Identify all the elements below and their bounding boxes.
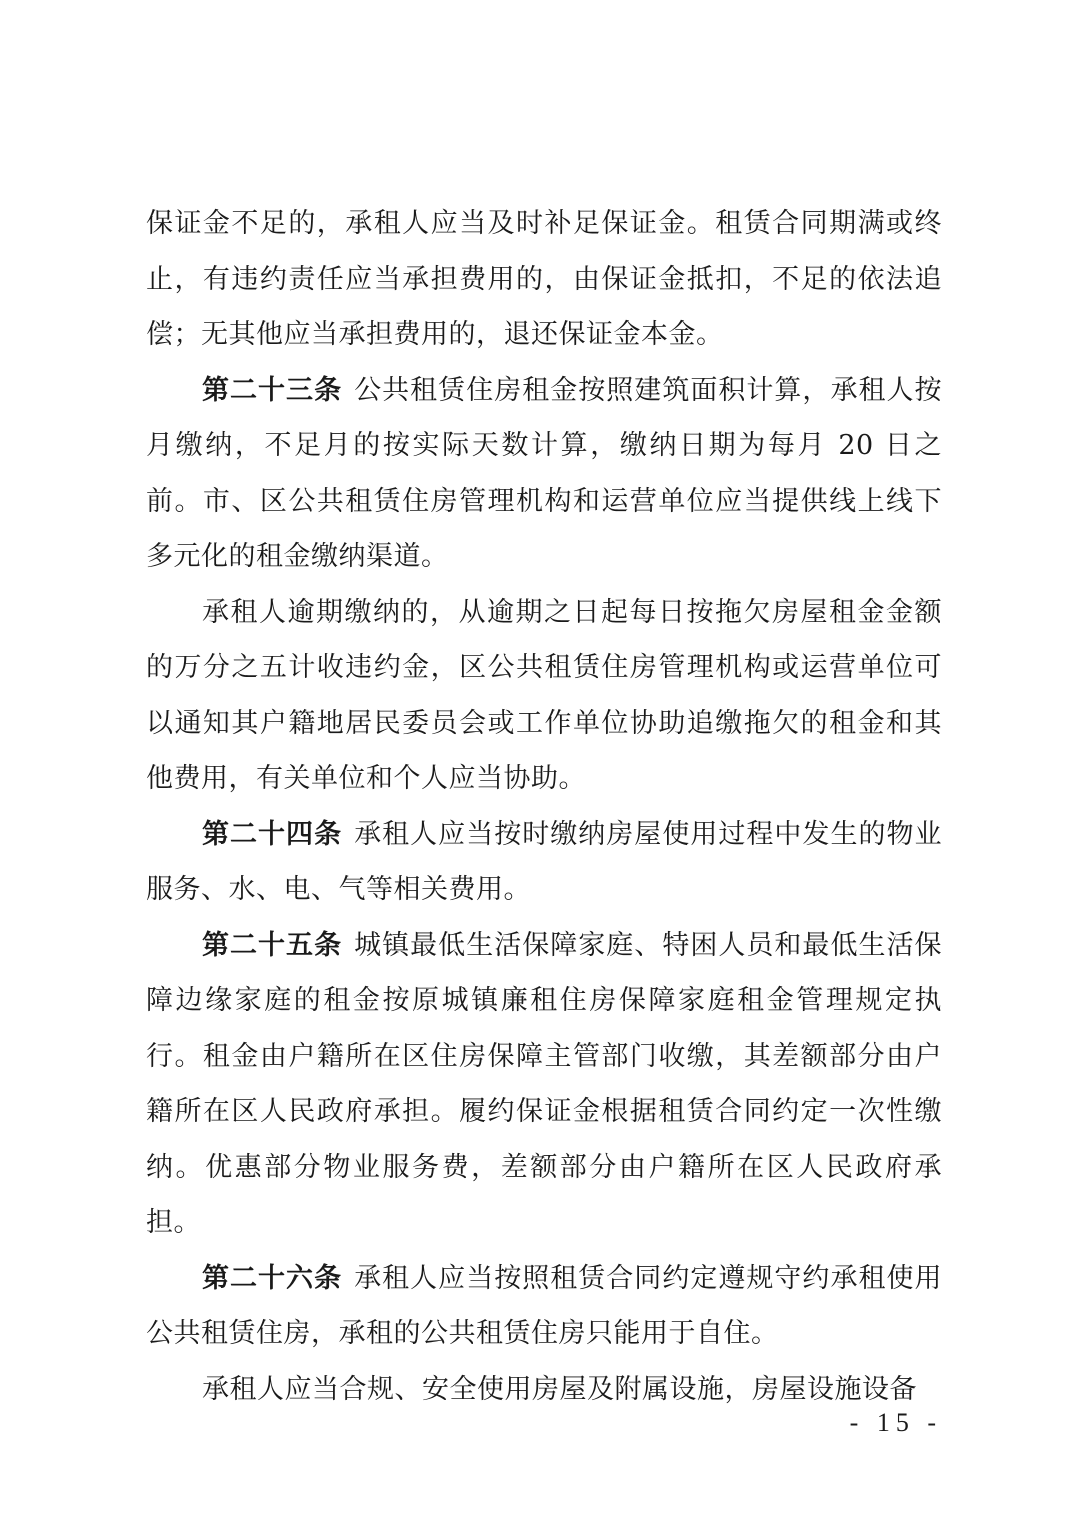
paragraph-text: 城镇最低生活保障家庭、特困人员和最低生活保障边缘家庭的租金按原城镇廉租住房保障家庭租金管理规定执行。租金由户籍所在区住房保障主管部门收缴，其差额部分由户籍所在区人民政府承担。履约保证金根据租赁合同约定一次性缴纳。优惠部分物业服务费，差额部分由户籍所在区人民政府承担。 <box>146 929 943 1238</box>
paragraph-text: 保证金不足的，承租人应当及时补足保证金。租赁合同期满或终止，有违约责任应当承担费用的，由保证金抵扣，不足的依法追偿；无其他应当承担费用的，退还保证金本金。 <box>146 208 942 350</box>
paragraph-1 <box>146 196 942 363</box>
page-number: - 15 - <box>849 1408 942 1437</box>
article-25-title: 第二十五条 <box>202 929 343 961</box>
paragraph-text: 承租人逾期缴纳的，从逾期之日起每日按拖欠房屋租金金额的万分之五计收违约金，区公共租赁住房管理机构或运营单位可以通知其户籍地居民委员会或工作单位协助追缴拖欠的租金和其他费用，有关单位和个人应当协助。 <box>146 596 942 794</box>
paragraph-text: 承租人应当按照租赁合同约定遵规守约承租使用公共租赁住房，承租的公共租赁住房只能用于自住。 <box>146 1262 943 1349</box>
article-26-paragraph <box>146 1251 942 1362</box>
article-23-paragraph <box>146 363 942 585</box>
article-26-title: 第二十六条 <box>202 1262 343 1294</box>
article-24-paragraph <box>146 807 942 918</box>
article-24-title: 第二十四条 <box>202 818 343 850</box>
paragraph-text: 承租人应当按时缴纳房屋使用过程中发生的物业服务、水、电、气等相关费用。 <box>146 818 943 905</box>
article-23-paragraph-2 <box>146 585 942 807</box>
paragraph-text: 公共租赁住房租金按照建筑面积计算，承租人按月缴纳，不足月的按实际天数计算，缴纳日期为每月 20 日之前。市、区公共租赁住房管理机构和运营单位应当提供线上线下多元化的租金缴纳渠道。 <box>146 374 943 572</box>
document-body <box>146 196 942 1417</box>
article-26-paragraph-2 <box>146 1362 942 1418</box>
paragraph-text: 承租人应当合规、安全使用房屋及附属设施，房屋设施设备 <box>202 1373 917 1405</box>
article-23-title: 第二十三条 <box>202 374 343 406</box>
article-25-paragraph <box>146 918 942 1251</box>
